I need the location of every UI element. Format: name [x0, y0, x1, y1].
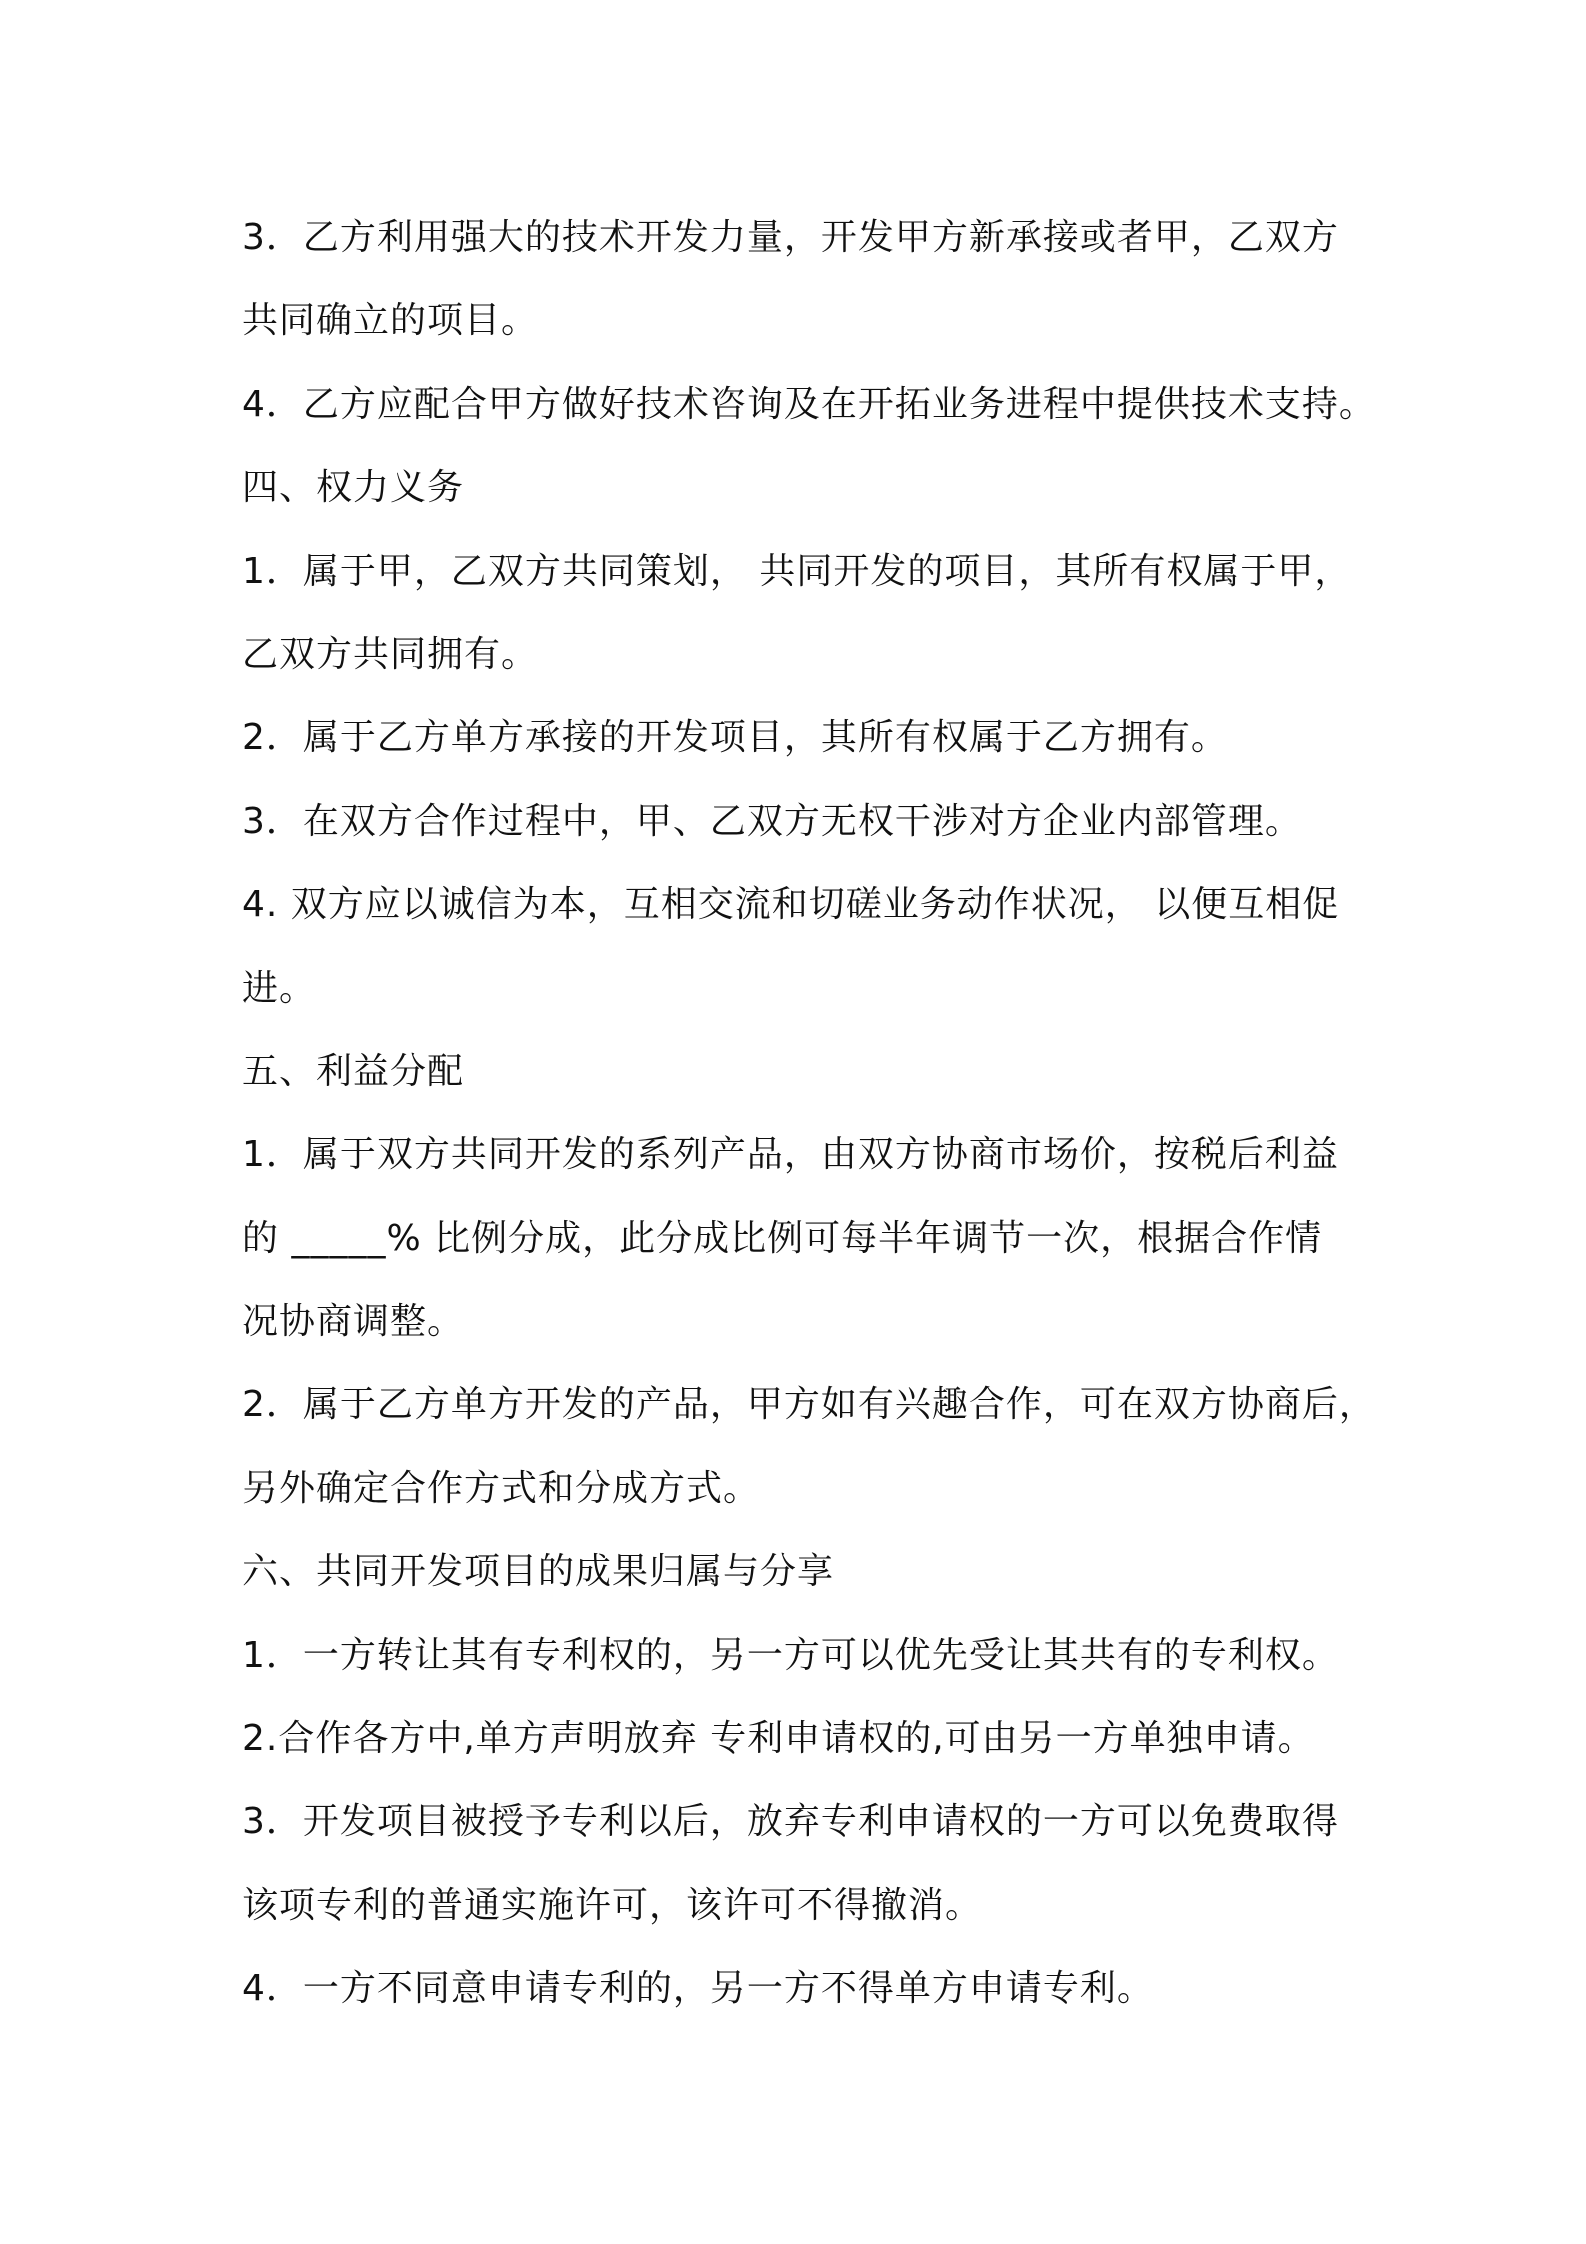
text-line: 共同确立的项目。 [242, 300, 539, 342]
section-heading: 六、共同开发项目的成果归属与分享 [242, 1551, 835, 1593]
section-heading: 四、权力义务 [242, 467, 465, 509]
text-line: 3．乙方利用强大的技术开发力量，开发甲方新承接或者甲，乙双方 [242, 217, 1339, 258]
text-line: 4．一方不同意申请专利的，另一方不得单方申请专利。 [242, 1968, 1154, 2010]
text-line: 乙双方共同拥有。 [242, 633, 539, 675]
text-line: 4．乙方应配合甲方做好技术咨询及在开拓业务进程中提供技术支持。 [242, 383, 1376, 425]
text-line: 3．在双方合作过程中，甲、乙双方无权干涉对方企业内部管理。 [242, 800, 1302, 842]
document-body [242, 196, 1392, 2031]
text-line: 况协商调整。 [242, 1301, 465, 1343]
text-line: 2．属于乙方单方开发的产品，甲方如有兴趣合作，可在双方协商后， [242, 1384, 1376, 1426]
section-heading: 五、利益分配 [242, 1050, 465, 1092]
text-line: 进。 [242, 967, 317, 1009]
text-line: 另外确定合作方式和分成方式。 [242, 1467, 761, 1509]
text-line: 4. 双方应以诚信为本，互相交流和切磋业务动作状况， 以便互相促 [242, 884, 1340, 926]
text-line: 1．属于双方共同开发的系列产品，由双方协商市场价，按税后利益 [242, 1134, 1339, 1176]
text-line: 1．一方转让其有专利权的，另一方可以优先受让其共有的专利权。 [242, 1634, 1339, 1676]
text-line: 2．属于乙方单方承接的开发项目，其所有权属于乙方拥有。 [242, 717, 1228, 759]
text-line: 2.合作各方中,单方声明放弃 专利申请权的,可由另一方单独申请。 [242, 1718, 1315, 1760]
text-line: 1．属于甲，乙双方共同策划， 共同开发的项目，其所有权属于甲， [242, 550, 1352, 592]
text-line: 该项专利的普通实施许可，该许可不得撤消。 [242, 1884, 983, 1926]
text-line: 3．开发项目被授予专利以后，放弃专利申请权的一方可以免费取得 [242, 1801, 1339, 1843]
text-line: 的 _____% 比例分成，此分成比例可每半年调节一次，根据合作情 [242, 1217, 1323, 1259]
